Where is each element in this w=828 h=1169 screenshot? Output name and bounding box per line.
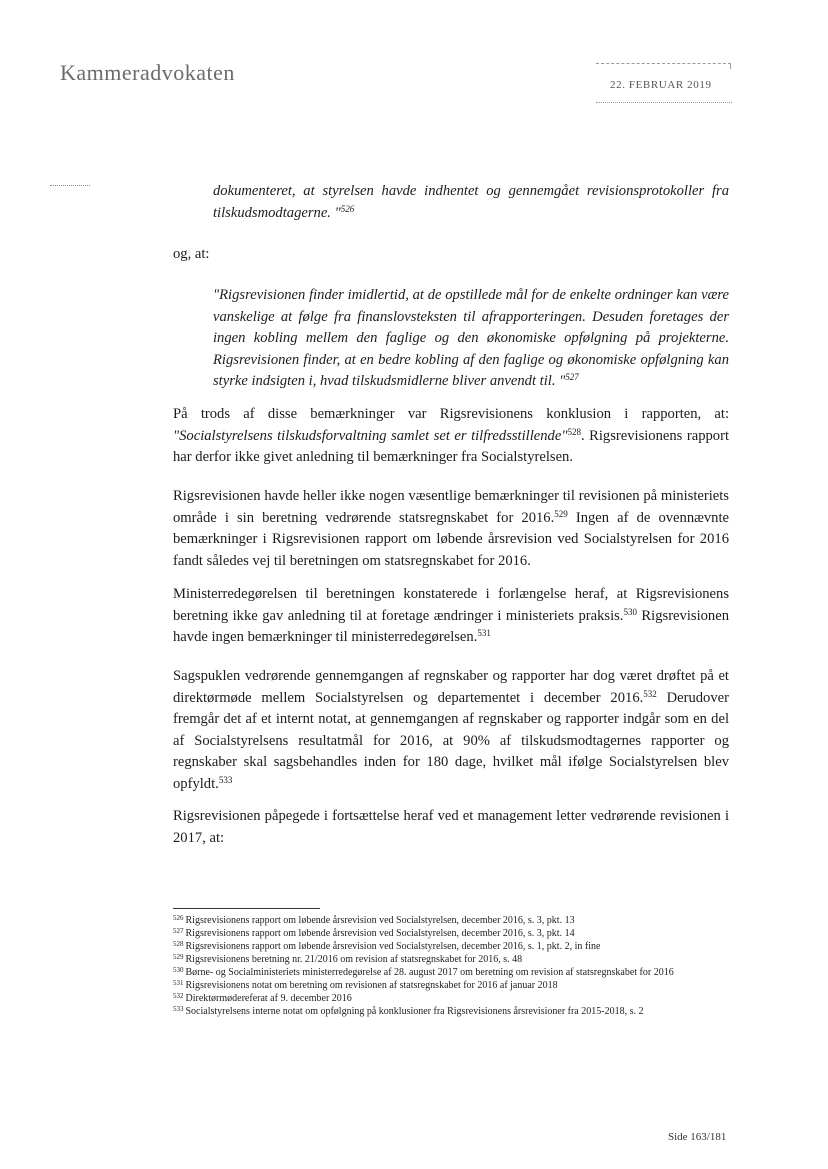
footnote-ref: 526 [340, 203, 355, 214]
footnote-number: 530 [173, 966, 184, 974]
paragraph [173, 486, 729, 572]
footnote-text: Rigsrevisionens notat om beretning om revisionen af statsregnskabet for 2016 af januar 2018 [185, 980, 558, 991]
paragraph-text: Rigsrevisionen havde heller ikke nogen væsentlige bemærkninger til revisionen på ministeriets område i sin beretning vedrørende statsregnskabet for 2016. [173, 488, 729, 526]
footnote-text: Rigsrevisionens beretning nr. 21/2016 om revision af statsregnskabet for 2016, s. 48 [185, 954, 523, 965]
footnote-ref: 533 [218, 774, 233, 785]
footnote-text: Socialstyrelsens interne notat om opfølgning på konklusioner fra Rigsrevisionens årsrevisioner fra 2015-2018, s. 2 [185, 1006, 644, 1017]
inline-quote: "Socialstyrelsens tilskudsforvaltning samlet set er tilfredsstillende" [173, 427, 568, 444]
footnote [173, 992, 729, 1005]
paragraph [173, 584, 729, 649]
paragraph-text: . Rigsrevisionens rapport har derfor ikke givet anledning til bemærkninger fra Socialstyrelsen. [173, 427, 730, 465]
footnote-separator [173, 908, 320, 909]
date-block [596, 63, 732, 103]
footnote-number: 526 [173, 914, 184, 922]
footnote-number: 531 [173, 979, 184, 987]
footnote [173, 953, 729, 966]
footnote-ref: 531 [477, 628, 491, 638]
margin-mark [50, 185, 90, 186]
footnote-text: Rigsrevisionens rapport om løbende årsrevision ved Socialstyrelsen, december 2016, s. 1, pkt. 2, in fine [185, 941, 601, 952]
date-bottom-rule [596, 102, 732, 103]
footnote [173, 979, 729, 992]
paragraph [173, 666, 729, 795]
footnote-text: Rigsrevisionens rapport om løbende årsrevision ved Socialstyrelsen, december 2016, s. 3, pkt. 13 [185, 915, 575, 926]
footnote [173, 940, 729, 953]
firm-logo: Kammeradvokaten [60, 60, 235, 85]
footnote-ref: 532 [643, 688, 657, 699]
paragraph-text: Ingen af de ovennævnte bemærkninger i Rigsrevisionen rapport om løbende årsrevision ved Socialstyrelsen for 2016 fandt således vej til beretningen om statsregnskabet for 2016. [173, 509, 729, 569]
paragraph-text: Derudover fremgår det af et internt notat, at gennemgangen af regnskaber og rapporter indgår som en del af Socialstyrelsens resultatmål for 2016, at 90% af tilskudsmodtagernes rapporter og regnskaber skal sagsbehandles inden for 180 dage, hvilket mål ifølge Socialstyrelsen blev opfyldt. [173, 689, 729, 792]
footnote-number: 533 [173, 1005, 184, 1013]
footnote [173, 927, 729, 940]
og-at-line: og, at: [173, 246, 210, 262]
footnote-text: Rigsrevisionens rapport om løbende årsrevision ved Socialstyrelsen, december 2016, s. 3, pkt. 14 [185, 928, 575, 939]
paragraph-text: Rigsrevisionen havde ingen bemærkninger til ministerredegørelsen. [173, 607, 729, 645]
paragraph: Rigsrevisionen påpegede i fortsættelse heraf ved et management letter vedrørende revisionen i 2017, at: [173, 808, 729, 846]
paragraph-text: På trods af disse bemærkninger var Rigsrevisionens konklusion i rapporten, at: [173, 406, 729, 422]
footnote-ref: 527 [565, 372, 579, 382]
paragraph [173, 404, 729, 469]
footnote [173, 966, 729, 979]
footnote-ref: 528 [567, 426, 581, 437]
document-date: 22. FEBRUAR 2019 [610, 79, 712, 91]
footnote-number: 528 [173, 940, 184, 948]
page-number: Side 163/181 [668, 1131, 727, 1143]
quote-continuation [213, 181, 729, 224]
date-top-rule [596, 63, 731, 69]
footnotes-list [173, 914, 729, 1018]
footnote-text: Direktørmødereferat af 9. december 2016 [185, 993, 352, 1004]
footnote-text: Børne- og Socialministeriets ministerredegørelse af 28. august 2017 om beretning om revision af statsregnskabet for 2016 [185, 967, 674, 978]
footnote-ref: 529 [554, 508, 568, 519]
footnote-number: 532 [173, 992, 184, 1000]
quote-text: dokumenteret, at styrelsen havde indhentet og gennemgået revisionsprotokoller fra tilskudsmodtagerne. " [213, 183, 729, 221]
footnote-number: 527 [173, 927, 184, 935]
footnote-ref: 530 [623, 606, 637, 617]
paragraph-text: Ministerredegørelsen til beretningen konstaterede i forlængelse heraf, at Rigsrevisionens beretning ikke gav anledning til at foretage ændringer i ministeriets praksis. [173, 586, 729, 624]
footnote [173, 1005, 729, 1018]
footnote-number: 529 [173, 953, 184, 961]
quote-text: "Rigsrevisionen finder imidlertid, at de opstillede mål for de enkelte ordninger kan være vanskelige at følge fra finanslovsteksten til afrapporteringen. Desuden foretages der ingen kobling mellem den faglige og den økonomiske opfølgning på projekterne. Rigsrevisionen finder, at en bedre kobling af den faglige og økonomiske opfølgning kan styrke indsigten i, hvad tilskudsmidlerne bliver anvendt til. " [213, 287, 729, 389]
footnote [173, 914, 729, 927]
block-quote [213, 285, 729, 393]
paragraph-text: Sagspuklen vedrørende gennemgangen af regnskaber og rapporter har dog været drøftet på et direktørmøde mellem Socialstyrelsen og departementet i december 2016. [173, 668, 729, 706]
